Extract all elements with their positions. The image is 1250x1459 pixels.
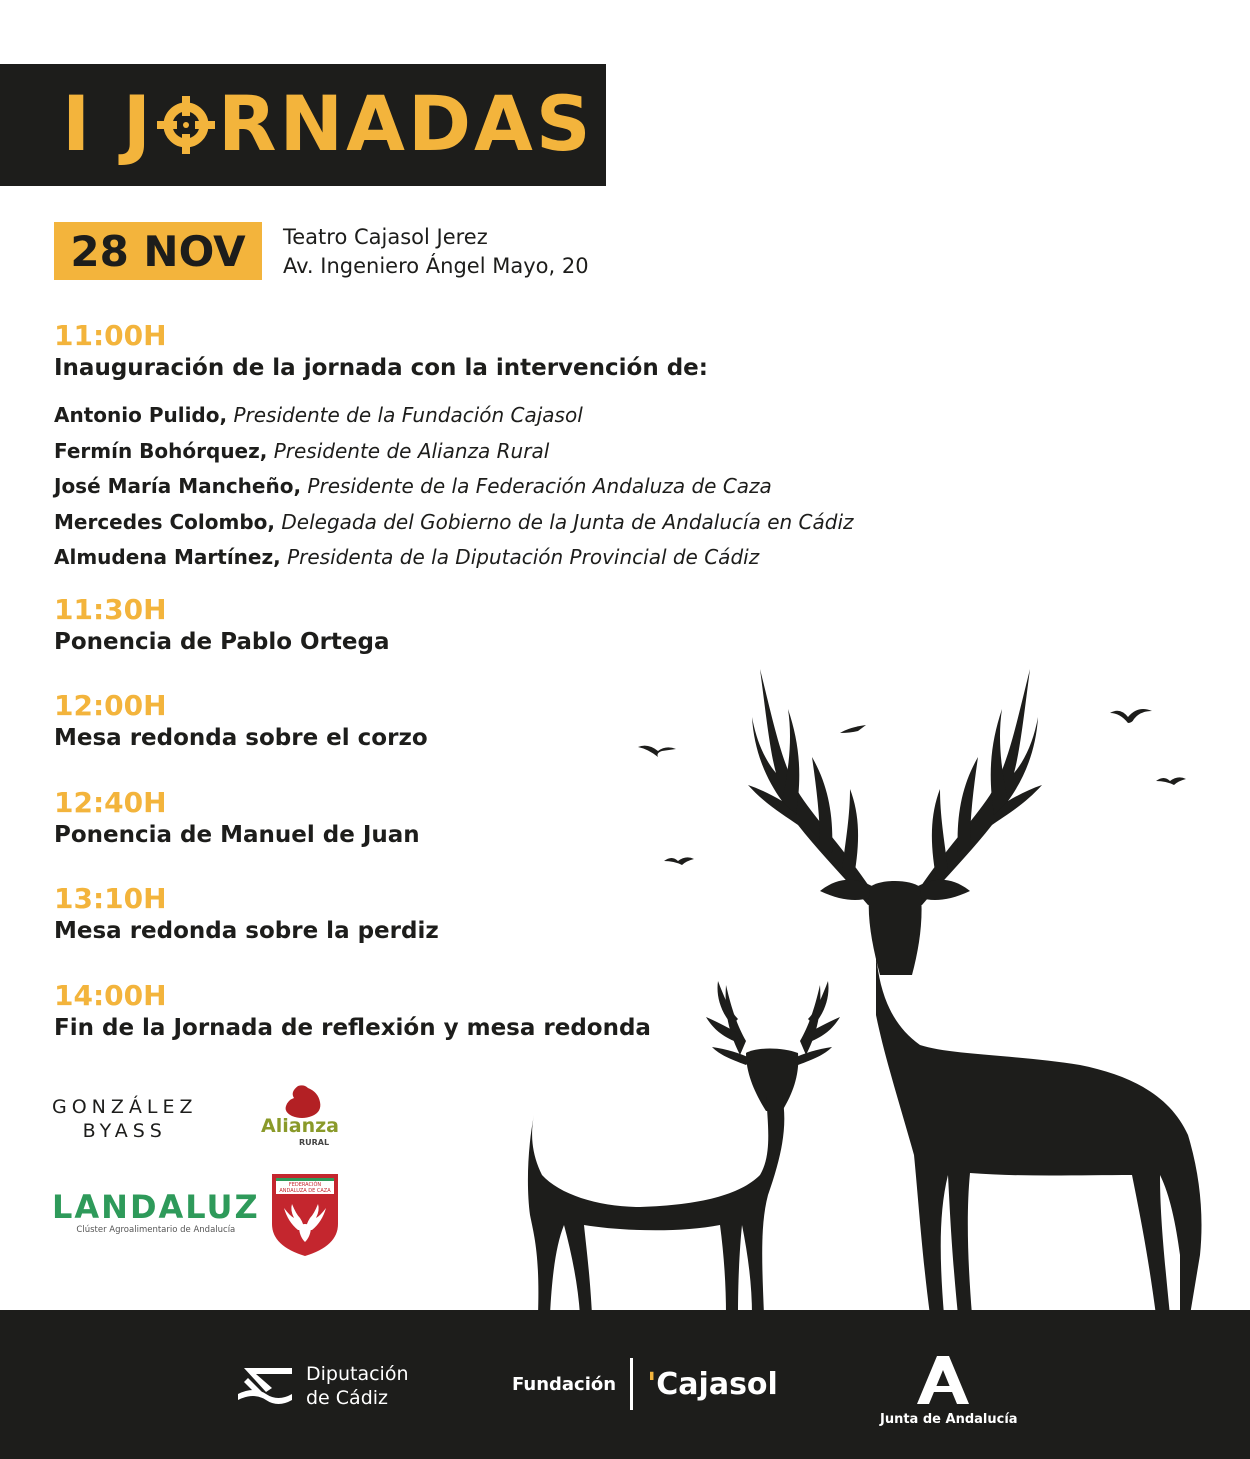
schedule-item	[54, 690, 428, 754]
schedule-title: Ponencia de Pablo Ortega	[54, 629, 390, 655]
speaker-name: Antonio Pulido,	[54, 403, 228, 427]
landaluz-sub: Clúster Agroalimentario de Andalucía	[76, 1225, 236, 1235]
schedule-time: 14:00H	[54, 979, 167, 1012]
speaker-name: Almudena Martínez,	[54, 545, 281, 569]
cajasol-name: Cajasol	[656, 1366, 778, 1402]
gonzalez-byass-line1: GONZÁLEZ	[52, 1096, 198, 1118]
speaker-role: Presidente de Alianza Rural	[273, 438, 550, 463]
bird-icon	[1110, 709, 1152, 723]
junta-text: Junta de Andalucía	[880, 1412, 1018, 1427]
schedule-time: 11:00H	[54, 319, 167, 352]
venue-info	[283, 223, 589, 281]
gonzalez-byass-line2: BYASS	[82, 1120, 167, 1142]
partridge-icon	[258, 1082, 342, 1150]
crosshair-icon	[157, 96, 215, 154]
alianza-sub: RURAL	[298, 1138, 330, 1147]
alianza-name: Alianza	[261, 1115, 339, 1137]
venue-address: Av. Ingeniero Ángel Mayo, 20	[283, 254, 589, 278]
junta-andalucia-logo	[880, 1356, 1018, 1427]
title-prefix: I J	[62, 79, 155, 168]
event-title	[62, 79, 594, 168]
fac-line1: FEDERACIÓN	[288, 1182, 322, 1188]
federacion-andaluza-caza-logo	[268, 1170, 342, 1258]
schedule-time: 12:00H	[54, 689, 167, 722]
junta-a-emblem-icon	[917, 1356, 969, 1404]
logo-divider	[630, 1358, 633, 1410]
fundacion-label: Fundación	[512, 1373, 617, 1395]
speaker-role: Presidente de la Fundación Cajasol	[233, 403, 583, 427]
diputacion-line1: Diputación	[306, 1363, 409, 1385]
schedule-title: Mesa redonda sobre la perdiz	[54, 918, 439, 944]
schedule-item	[54, 320, 708, 384]
landaluz-name: LANDALUZ	[52, 1188, 260, 1226]
schedule-item	[54, 594, 390, 658]
speaker-item	[54, 434, 854, 470]
bird-icon	[638, 746, 676, 757]
alianza-rural-logo	[258, 1082, 342, 1150]
speaker-role: Delegada del Gobierno de la Junta de Andalucía en Cádiz	[281, 509, 854, 534]
speaker-item	[54, 540, 854, 576]
schedule-time: 13:10H	[54, 882, 167, 915]
schedule-item	[54, 787, 420, 851]
speaker-item	[54, 398, 854, 434]
schedule-title: Mesa redonda sobre el corzo	[54, 725, 428, 751]
schedule-title: Ponencia de Manuel de Juan	[54, 822, 420, 848]
fac-line2: ANDALUZA DE CAZA	[279, 1188, 331, 1194]
landaluz-logo	[52, 1190, 260, 1236]
diputacion-emblem-icon	[236, 1364, 294, 1408]
diputacion-line2: de Cádiz	[306, 1387, 389, 1409]
speaker-item	[54, 505, 854, 541]
speaker-name: Mercedes Colombo,	[54, 509, 276, 534]
diputacion-cadiz-logo	[236, 1362, 409, 1410]
speaker-role: Presidenta de la Diputación Provincial de Cádiz	[287, 545, 760, 569]
speaker-item	[54, 469, 854, 505]
speaker-name: Fermín Bohórquez,	[54, 438, 268, 463]
deer-silhouette-illustration	[520, 655, 1250, 1315]
stag-shield-icon	[268, 1170, 342, 1258]
cajasol-wordmark	[647, 1367, 778, 1402]
schedule-title: Inauguración de la jornada con la intervención de:	[54, 355, 708, 381]
venue-name: Teatro Cajasol Jerez	[283, 225, 488, 249]
gonzalez-byass-logo	[52, 1095, 198, 1143]
diputacion-text	[306, 1362, 409, 1410]
speaker-name: José María Mancheño,	[54, 474, 302, 498]
date-badge: 28 NOV	[54, 222, 262, 280]
schedule-time: 12:40H	[54, 786, 167, 819]
cajasol-mark: '	[647, 1366, 657, 1402]
fundacion-cajasol-logo	[512, 1358, 778, 1410]
speaker-role: Presidente de la Federación Andaluza de Caza	[307, 474, 772, 498]
bird-icon	[1156, 777, 1186, 785]
schedule-time: 11:30H	[54, 593, 167, 626]
title-suffix: RNADAS	[218, 79, 594, 168]
schedule-item	[54, 883, 439, 947]
bird-icon	[840, 725, 866, 733]
bird-icon	[664, 857, 694, 865]
schedule-title: Fin de la Jornada de reflexión y mesa redonda	[54, 1015, 651, 1041]
speaker-list	[54, 398, 854, 576]
